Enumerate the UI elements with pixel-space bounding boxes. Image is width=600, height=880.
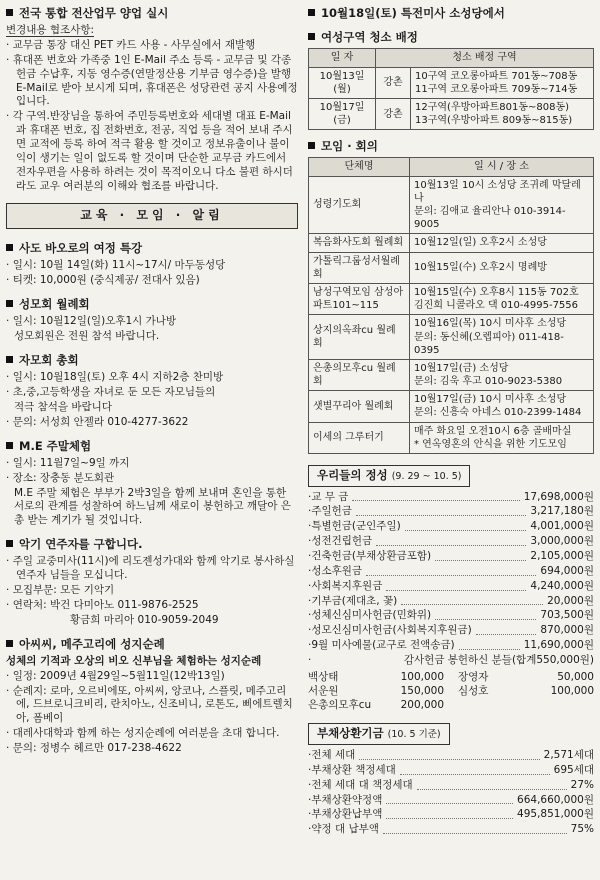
left-column <box>6 4 298 765</box>
donor-row <box>458 671 594 685</box>
table-header-row <box>309 49 594 67</box>
mass-section <box>308 6 594 21</box>
changes-section <box>6 6 298 193</box>
item-label: 성소후원금 <box>311 564 363 577</box>
period-label: (10. 5 기준) <box>387 729 441 741</box>
table-row: 샛별꾸리아 월례회 10월17일(금) 10시 미사후 소성당 문의: 신흥숙 아네스 010-2399-1484 <box>309 391 594 422</box>
list-item: · 일시: 10월12일(일)오후1시 가나방 <box>6 315 177 328</box>
donor-amount: 150,000 <box>400 684 444 697</box>
list-item: · 부채상환약정액 664,660,000원 <box>308 793 594 806</box>
square-bullet-icon <box>6 540 13 547</box>
list-item: · 건축헌금(부채상환금포함) 2,105,000원 <box>308 549 594 562</box>
donor-amount: 100,000 <box>400 670 444 683</box>
item-value: 870,000원 <box>540 624 594 637</box>
lecture-section <box>6 241 298 288</box>
square-bullet-icon <box>308 33 315 40</box>
debt-section <box>308 721 594 837</box>
list-item: 황금희 마리아 010-9059-2049 <box>70 613 219 626</box>
item-label: 주일헌금 <box>311 505 352 518</box>
list-item: · 일시: 10월18일(토) 오후 4시 지하2층 찬미방 <box>6 371 224 384</box>
mothers-section <box>6 297 298 344</box>
meetings-table <box>308 157 594 454</box>
item-value: 20,000원 <box>547 594 594 607</box>
section-title: 우리들의 정성 <box>317 468 388 483</box>
item-value: 695세대 <box>553 763 594 776</box>
column-header: 청소 배정 구역 <box>376 49 594 67</box>
item-value: 694,000원 <box>540 564 594 577</box>
list-item: M.E 주말 체험은 부부가 2박3일을 함께 보내며 혼인을 통한 서로의 관계를 성찰하여 하느님께 새로이 봉헌하고 깨달아 은총 받는 계기가 될 것입니다. <box>14 486 291 527</box>
donor-name: 심성호 <box>458 684 489 697</box>
list-item: · 각 구역.반장님을 통하여 주민등록번호와 세대별 대표 E-Mail과 휴대폰 번호, 집 전화번호, 전공, 직업 등을 적어 보내 주시면 교적에 등록 하여 적극 활용 할 것이고 정보유출이나 불이익이 생기는 일이 없도록 할 것이며 단순한 교무금 카드에서 전자우편을 사용하 하려는 것이 목적이오니 다소 불편 하시더라도 교우 여러분의 이해와 협조를 바랍니다. <box>6 110 293 192</box>
list-item: · 약정 대 납부액 75% <box>308 823 594 836</box>
list-item: · 대레사대학과 함께 하는 성지순례에 여러분을 초대 합니다. <box>6 727 280 740</box>
section-title: 10월18일(토) 특전미사 소성당에서 <box>321 6 505 20</box>
item-value: 2,571세대 <box>543 748 594 761</box>
column-header: 단체명 <box>309 158 410 176</box>
item-value: 75% <box>570 823 594 836</box>
square-bullet-icon <box>308 9 315 16</box>
item-value: 4,240,000원 <box>530 579 594 592</box>
square-bullet-icon <box>6 442 13 449</box>
offerings-list <box>308 491 594 668</box>
table-row: 10월17일(금) 강촌 12구역(우방아파트801동~808동) 13구역(우방아파트 809동~815동) <box>309 98 594 129</box>
section-title: 악기 연주자를 구합니다. <box>19 537 143 552</box>
item-label: 전체 세대 <box>311 748 356 761</box>
square-bullet-icon <box>6 244 13 251</box>
square-bullet-icon <box>6 640 13 647</box>
parents-section <box>6 353 298 430</box>
item-value: 17,698,000원 <box>523 490 594 503</box>
donor-name: 장영자 <box>458 670 489 683</box>
list-item: · 성소후원금 694,000원 <box>308 564 594 577</box>
column-header: 일 시 / 장 소 <box>410 158 594 176</box>
list-item: · 휴대폰 번호와 가족중 1인 E-Mail 주소 등록 - 교무금 및 각종헌금 수납후, 지동 영수증(연말정산용 기부금 영수증)을 발행 E-Mail로 받아 보시게 되며, 휴대폰은 성당관련 공지 사용예정입니다. <box>6 53 298 108</box>
item-value: 2,105,000원 <box>530 549 594 562</box>
donor-row <box>308 671 444 685</box>
item-value: 664,660,000원 <box>517 793 594 806</box>
section-title: 자모회 총회 <box>19 353 79 368</box>
section-title: 전국 통합 전산업무 양업 실시 <box>19 6 169 20</box>
item-value: 3,000,000원 <box>530 535 594 548</box>
list-item: · 교무금 통장 대신 PET 카드 사용 - 사무실에서 재발행 <box>6 39 256 52</box>
list-item: · 연락처: 박건 다미아노 011-9876-2525 <box>6 598 199 611</box>
list-item: · 주일헌금 3,217,180원 <box>308 505 594 518</box>
item-label: 교 무 금 <box>311 490 349 503</box>
list-item: · 티켓: 10,000원 (중식제공/ 전대사 있음) <box>6 274 200 287</box>
list-item: · 교 무 금 17,698,000원 <box>308 490 594 503</box>
donor-name: 서운원 <box>308 684 339 697</box>
section-title: 성모회 월례회 <box>19 297 90 312</box>
square-bullet-icon <box>6 9 13 16</box>
item-label: 전체 세대 대 책정세대 <box>311 778 413 791</box>
right-column <box>308 4 594 846</box>
donors-list <box>308 671 594 713</box>
item-label: 9월 미사예물(교구로 전액송금) <box>311 639 455 652</box>
list-item: · 성전건립헌금 3,000,000원 <box>308 535 594 548</box>
item-label: 부채상환약정액 <box>311 793 383 806</box>
section-title: M.E 주말체험 <box>19 438 92 453</box>
square-bullet-icon <box>6 356 13 363</box>
list-item: · 성모신심미사헌금(사회복지후원금) 870,000원 <box>308 624 594 637</box>
list-item: · 사회복지후원금 4,240,000원 <box>308 579 594 592</box>
donor-row <box>458 685 594 699</box>
list-item: · 일시: 10월 14일(화) 11시~17시/ 마두동성당 <box>6 259 226 272</box>
item-label: 성체신심미사헌금(민화위) <box>311 609 432 622</box>
meetings-section <box>308 139 594 454</box>
item-value: 3,217,180원 <box>530 505 594 518</box>
list-item: · 일시: 11월7일~9일 까지 <box>6 456 130 469</box>
list-item: · 문의: 서성희 안젤라 010-4277-3622 <box>6 415 189 428</box>
square-bullet-icon <box>308 142 315 149</box>
item-label: 부채상환 책정세대 <box>311 763 396 776</box>
item-value: 27% <box>570 778 594 791</box>
section-title: 사도 바오로의 여정 특강 <box>19 241 143 256</box>
list-item: · 9월 미사예물(교구로 전액송금) 11,690,000원 <box>308 639 594 652</box>
musicians-section <box>6 537 298 627</box>
list-item: · 성체신심미사헌금(민화위) 703,500원 <box>308 609 594 622</box>
period-label: (9. 29 ~ 10. 5) <box>391 471 462 483</box>
item-value: 495,851,000원 <box>517 808 594 821</box>
item-label: 특별헌금(군인주일) <box>311 520 401 533</box>
debt-list <box>308 749 594 837</box>
item-label: 감사헌금 봉헌하신 분들(합계550,000원) <box>403 654 594 666</box>
table-row: 복음화사도회 월례회 10월12일(일) 오후2시 소성당 <box>309 234 594 252</box>
list-item: · 기부금(제대초, 꽃) 20,000원 <box>308 594 594 607</box>
table-row: 상지의옥좌cu 월례회 10월16일(목) 10시 미사후 소성당 문의: 동신혜(오렙피아) 011-418-0395 <box>309 315 594 360</box>
donor-amount: 100,000 <box>550 684 594 697</box>
donor-amount: 200,000 <box>400 698 444 711</box>
section-title: 부채상환기금 <box>317 726 384 741</box>
list-item: 성모회원은 전원 참석 바랍니다. <box>14 330 160 343</box>
lead-text: 성체의 기적과 오상의 비오 신부님을 체험하는 성지순례 <box>6 654 262 667</box>
item-label: 건축헌금(부채상환금포함) <box>311 549 432 562</box>
table-row: 남성구역모임 삼성아파트101~115 10월15일(수) 오후8시 115동 702호 김진희 니콜라오 댁 010-4995-7556 <box>309 283 594 314</box>
donor-row <box>308 685 444 699</box>
item-label: 성전건립헌금 <box>311 535 373 548</box>
item-value: 4,001,000원 <box>530 520 594 533</box>
table-row: 10월13일(월) 강촌 10구역 코오롱아파트 701동~708동 11구역 코오롱아파트 709동~714동 <box>309 67 594 98</box>
donor-amount: 50,000 <box>557 670 594 683</box>
list-item: · 주일 교중미사(11시)에 리도젠성가대와 함께 악기로 봉사하실 연주자 님들을 모십니다. <box>6 555 295 582</box>
table-row: 은총의모후cu 월례회 10월17일(금) 소성당 문의: 김욱 후고 010-9023-5380 <box>309 359 594 390</box>
section-banner: 교육 · 모임 · 알림 <box>6 203 298 229</box>
list-item: · 일정: 2009년 4월29일~5월11일(12박13일) <box>6 669 225 682</box>
column-header: 일 자 <box>309 49 376 67</box>
list-item: · 모집부문: 모든 기악기 <box>6 584 115 597</box>
list-item: 적극 참석을 바랍니다 <box>14 400 112 413</box>
list-item: · 장소: 장충동 분도회관 <box>6 471 115 484</box>
list-item: · 전체 세대 2,571세대 <box>308 748 594 761</box>
item-label: 사회복지후원금 <box>311 579 383 592</box>
item-label: 성모신심미사헌금(사회복지후원금) <box>311 624 472 637</box>
pilgrimage-section <box>6 637 298 756</box>
list-item: · 순례지: 로마, 오르비에또, 아씨씨, 앙코나, 스플릿, 메주고리에, 드브로니크비리, 란치아노, 신조비니, 로톤도, 삐에트렐치아, 폼베이 <box>6 684 293 725</box>
list-item: · 감사헌금 봉헌하신 분들(합계550,000원) <box>308 654 594 666</box>
list-item: · 문의: 정병수 헤르만 017-238-4622 <box>6 741 182 754</box>
list-item: · 부채상환 책정세대 695세대 <box>308 763 594 776</box>
item-label: 기부금(제대초, 꽃) <box>311 594 398 607</box>
square-bullet-icon <box>6 300 13 307</box>
list-item: · 특별헌금(군인주일) 4,001,000원 <box>308 520 594 533</box>
table-row: 가톨릭그룹성서월례회 10월15일(수) 오후2시 명례방 <box>309 252 594 283</box>
donor-name: 백상태 <box>308 670 339 683</box>
table-header-row <box>309 158 594 176</box>
section-title: 아씨씨, 메주고리에 성지순례 <box>19 636 165 651</box>
offerings-section <box>308 463 594 712</box>
donor-row <box>308 699 444 713</box>
list-item: · 초,중,고등학생을 자녀로 둔 모든 자모님들의 <box>6 386 216 399</box>
item-label: 부채상환납부액 <box>311 808 383 821</box>
item-label: 약정 대 납부액 <box>311 823 379 836</box>
section-title: 모임 · 회의 <box>321 139 378 154</box>
me-section <box>6 439 298 528</box>
item-value: 703,500원 <box>540 609 594 622</box>
cleaning-table <box>308 48 594 130</box>
section-title: 여성구역 청소 배정 <box>321 30 418 45</box>
list-item: · 전체 세대 대 책정세대 27% <box>308 778 594 791</box>
table-row: 이세의 그루터기 매주 화요일 오전10시 6층 골배마실 * 연옥영혼의 안식을 위한 기도모임 <box>309 422 594 453</box>
cleaning-section <box>308 30 594 130</box>
subtitle: 변경내용 협조사항: <box>6 24 95 37</box>
list-item: · 부채상환납부액 495,851,000원 <box>308 808 594 821</box>
donor-name: 은총의모후cu <box>308 698 372 711</box>
table-row: 성령기도회 10월13일 10시 소성당 조귀례 막달레나 문의: 김애교 율리안나 010-3914-9005 <box>309 176 594 234</box>
item-value: 11,690,000원 <box>523 639 594 652</box>
